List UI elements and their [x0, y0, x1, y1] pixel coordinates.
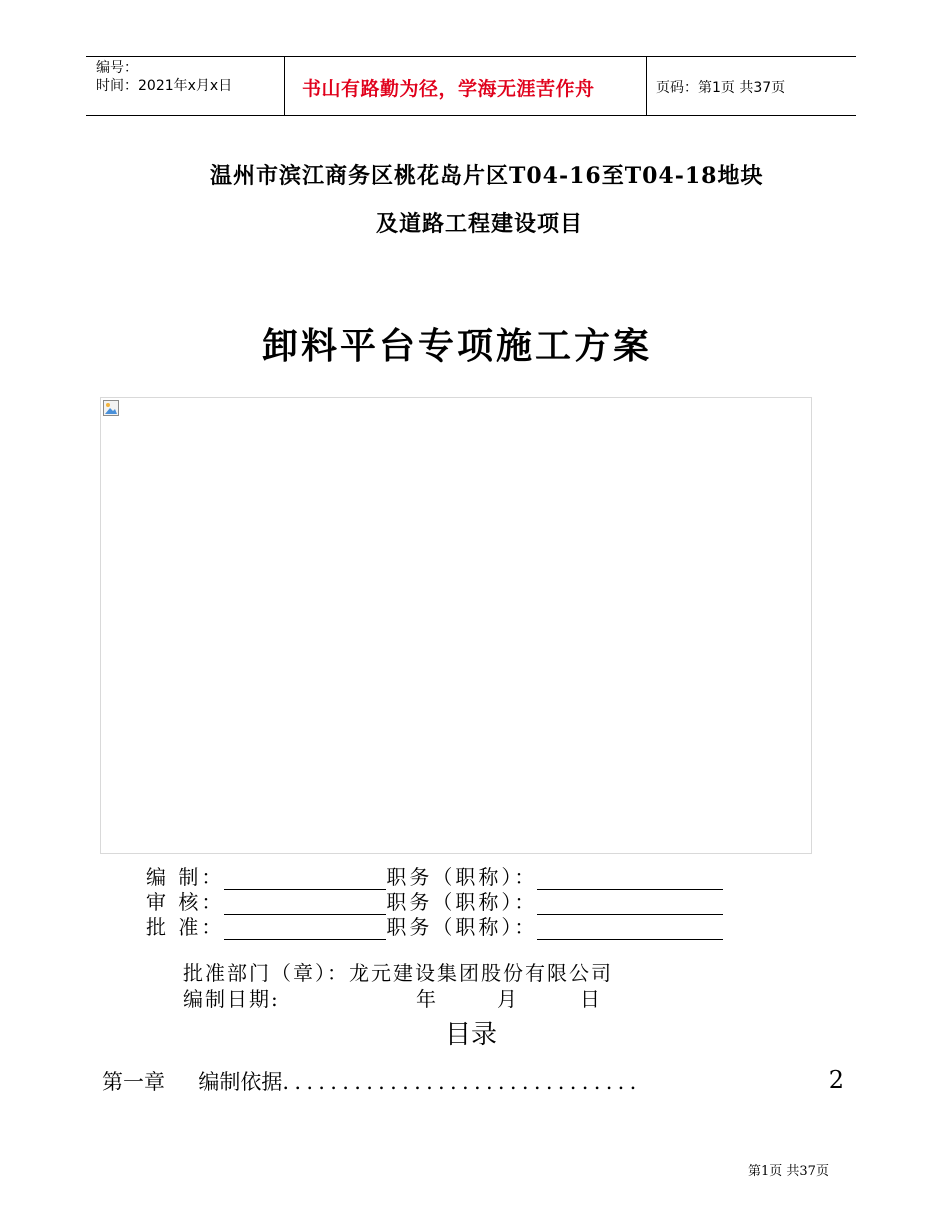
toc-chapter-name: 编制依据: [198, 1070, 283, 1094]
toc-entry[interactable]: [102, 1066, 844, 1096]
date-day: 日: [580, 987, 602, 1011]
time-label: 时间：2021年x月x日: [96, 78, 233, 94]
broken-image-icon: [103, 400, 119, 416]
position-blank: [537, 939, 723, 940]
image-placeholder: [100, 397, 812, 854]
signature-label: 编 制：: [146, 865, 225, 889]
date-month: 月: [497, 987, 519, 1011]
header-divider-right: [646, 56, 647, 115]
toc-dot-leader: ..............................: [282, 1070, 642, 1094]
signature-row-approver: [146, 911, 723, 940]
project-title-line2: 及道路工程建设项目: [376, 211, 584, 237]
header-top-rule: [86, 56, 856, 57]
toc-chapter: 第一章: [102, 1070, 165, 1094]
toc-title: 目录: [445, 1020, 498, 1050]
position-label: 职务（职称）：: [386, 915, 538, 939]
compile-date-label: 编制日期:: [183, 987, 280, 1011]
position-label: 职务（职称）：: [386, 865, 538, 889]
signature-label: 批 准：: [146, 915, 225, 939]
footer-page-number: 第1页 共37页: [748, 1164, 829, 1179]
project-title-line1: 温州市滨江商务区桃花岛片区T04-16至T04-18地块: [210, 163, 764, 189]
position-label: 职务（职称）：: [386, 890, 538, 914]
date-year: 年: [416, 987, 438, 1011]
page-code: 页码：第1页 共37页: [656, 80, 786, 96]
main-title: 卸料平台专项施工方案: [262, 325, 653, 367]
motto: 书山有路勤为径，学海无涯苦作舟: [302, 78, 595, 100]
serial-label: 编号：: [96, 60, 138, 76]
signature-label: 审 核：: [146, 890, 225, 914]
signature-blank: [224, 939, 386, 940]
approval-department: 批准部门（章）：龙元建设集团股份有限公司: [183, 961, 613, 985]
header-bottom-rule: [86, 115, 856, 116]
header-divider-left: [284, 56, 285, 115]
toc-page-number: 2: [828, 1066, 844, 1094]
